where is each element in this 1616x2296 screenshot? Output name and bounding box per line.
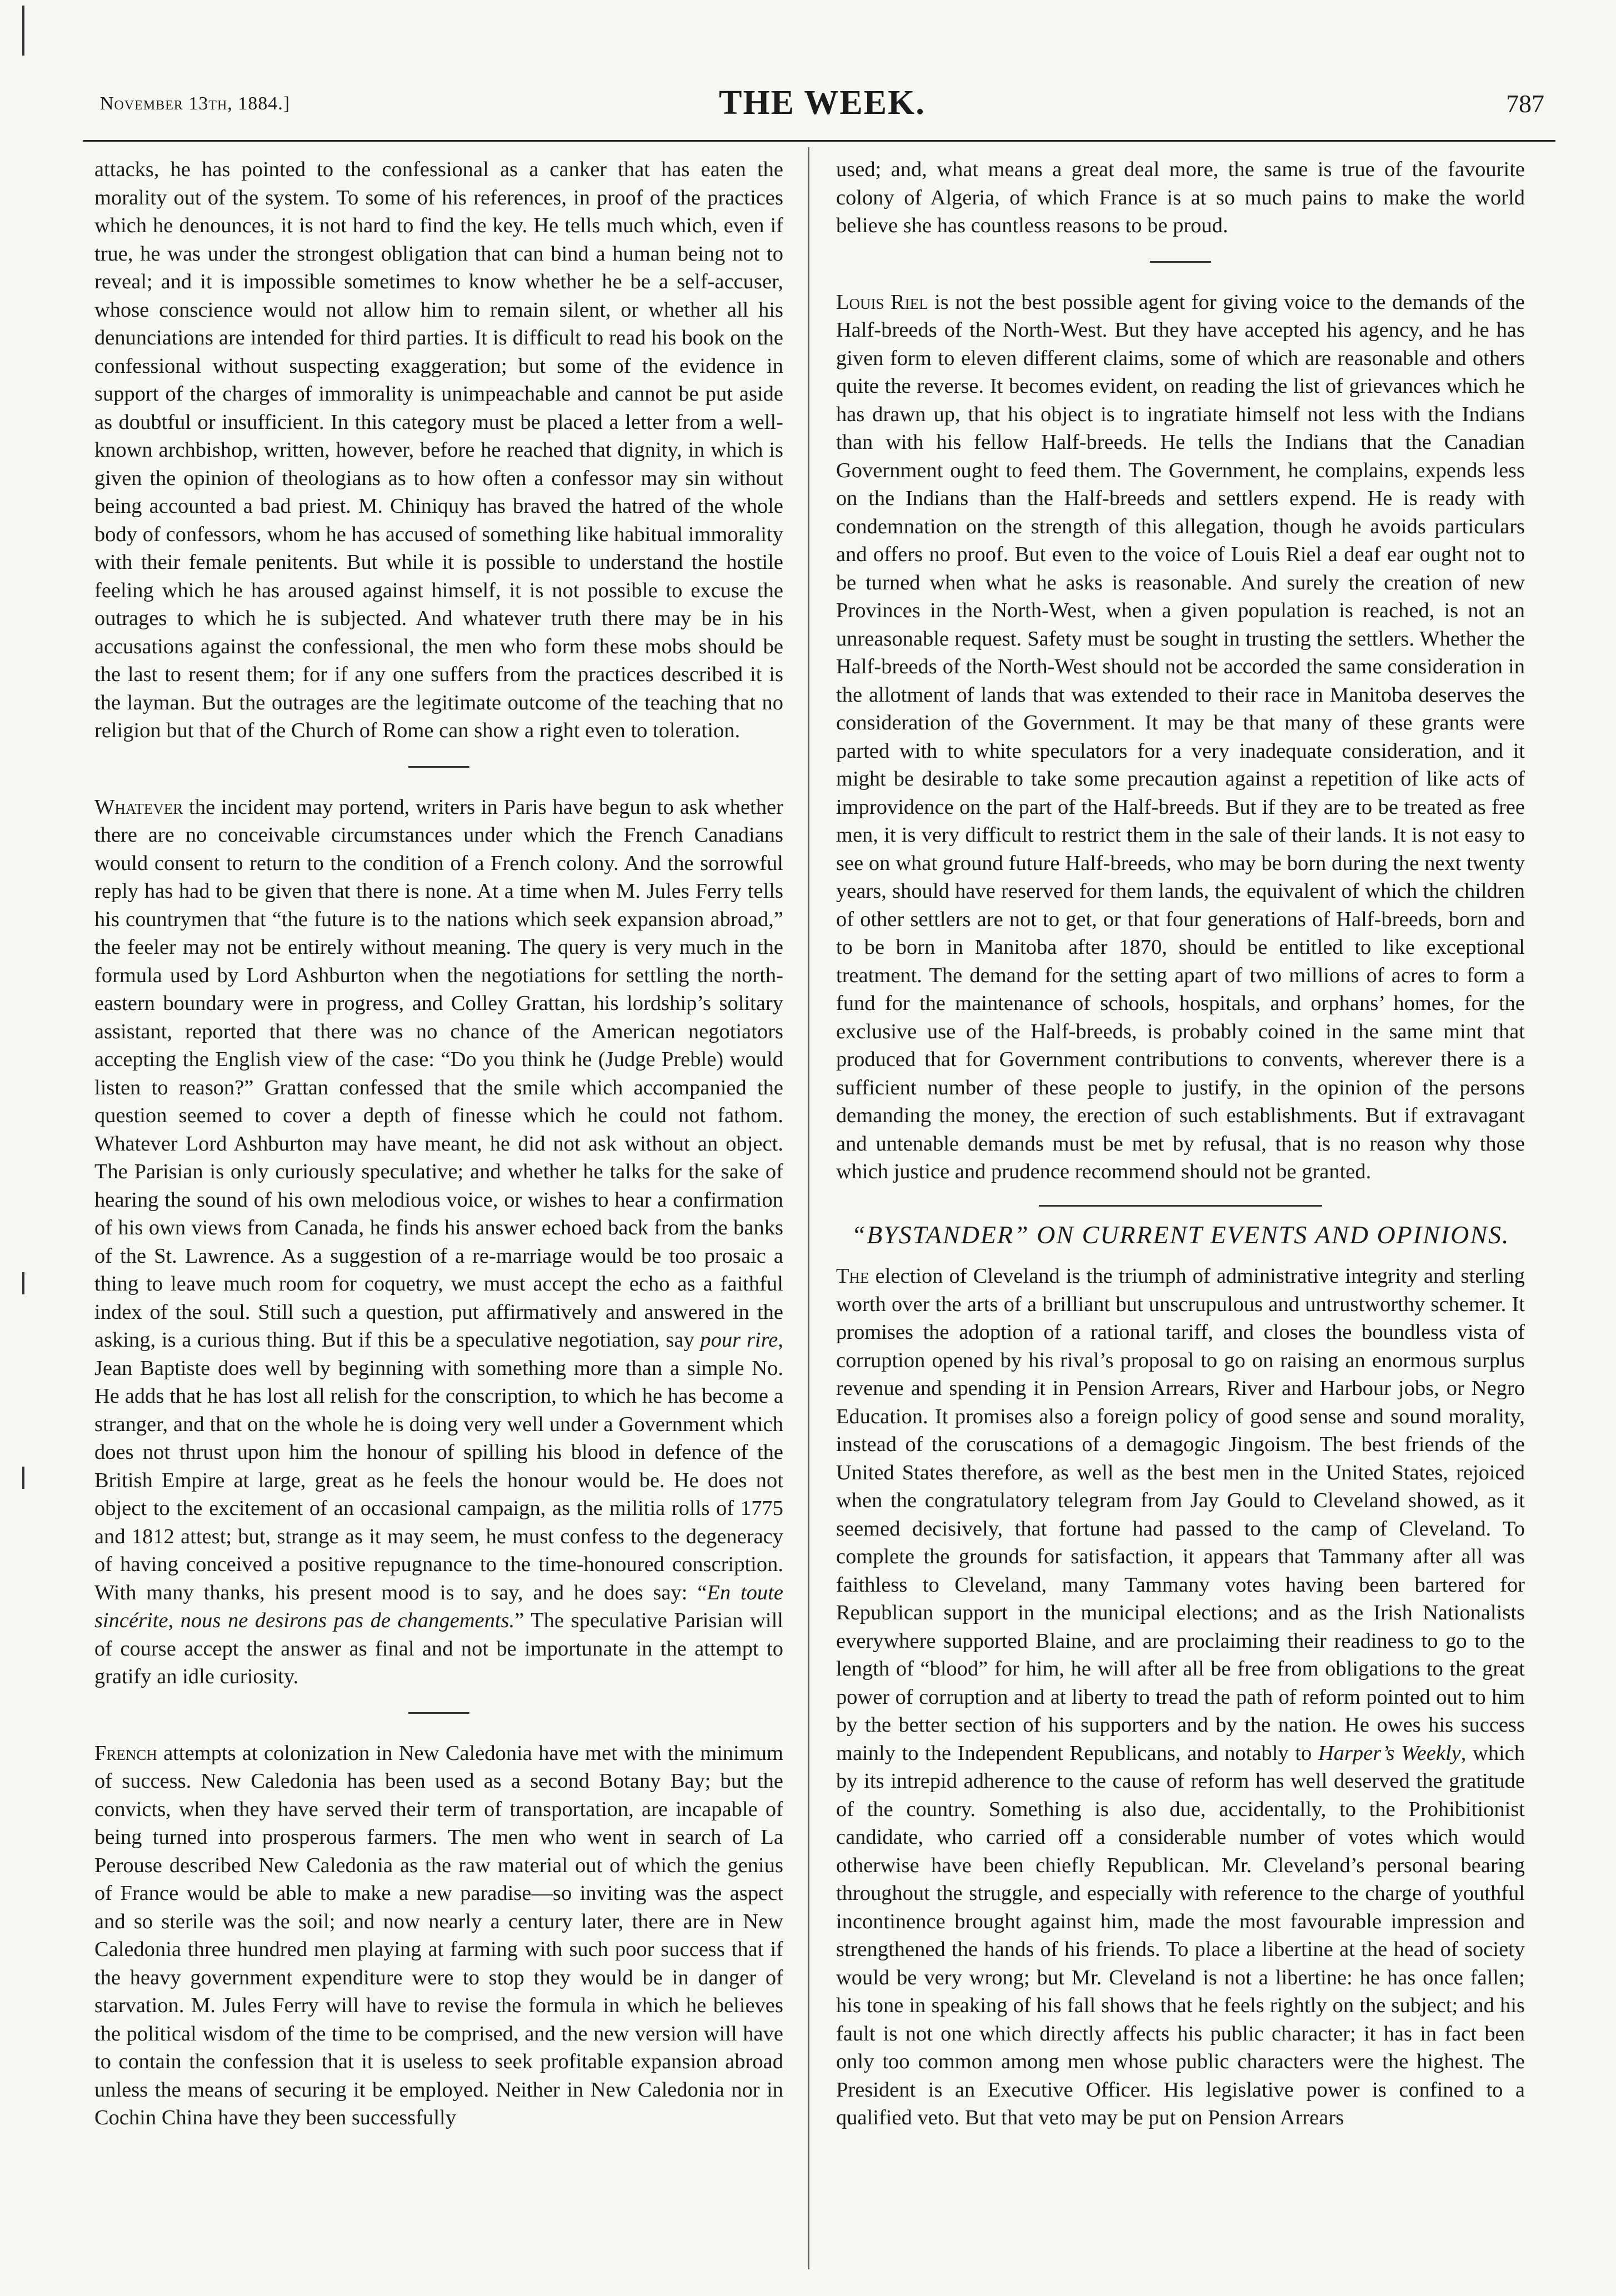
masthead-title: THE WEEK. (719, 84, 925, 122)
lead-word: French (94, 1741, 157, 1765)
paragraph-text: , Jean Baptiste does well by beginning with something more than a simple No. He adds that he has lost all relish for the conscription, to which he has become a stranger, and that on the whole he is doing very well under a Government which does not thrust upon him the honour of spilling his blood in defence of the British Empire at large, great as he feels the honour would be. He does not object to the excitement of an occasional campaign, as the militia rolls of 1775 and 1812 attest; but, strange as it may seem, he must confess to the degeneracy of having conceived a positive repugnance to the time-honoured conscription. With many thanks, his present mood is to say, and he does say: “ (94, 1328, 783, 1604)
section-separator (408, 766, 469, 768)
section-separator (1039, 1205, 1322, 1207)
article-paragraph: used; and, what means a great deal more, the same is true of the favourite colony of Algeria, of which France is at so much pains to make the world believe she has countless reasons to be proud. (836, 158, 1525, 237)
paragraph-text: attempts at colonization in New Caledonia have met with the minimum of success. New Caledonia has been used as a second Botany Bay; but the convicts, when they have served their term of transportation, are incapable of being turned into prosperous farmers. The men who went in search of La Perouse described New Caledonia as the raw material out of which the genius of France would be able to make a new paradise—so inviting was the aspect and so sterile was the soil; and now nearly a century later, there are in New Caledonia three hundred men playing at farming with such poor success that if the heavy government expenditure were to stop they would be in danger of starvation. M. Jules Ferry will have to revise the formula in which he believes the political wisdom of the time to be comprised, and the new version will have to contain the confession that it is useless to seek profitable expansion abroad unless the means of securing it be employed. Neither in New Caledonia nor in Cochin China have they been successfully (94, 1741, 783, 2129)
section-heading: “BYSTANDER” ON CURRENT EVENTS AND OPINIONS. (851, 1220, 1510, 1249)
italic-phrase: pour rire (700, 1328, 778, 1352)
page-number: 787 (1506, 89, 1544, 118)
margin-mark (22, 1467, 24, 1489)
paragraph-text: ” The speculative Parisian will of course accept the answer as final and not be importunate in the attempt to gratify an idle curiosity. (94, 1609, 783, 1688)
section-separator (408, 1712, 469, 1714)
article-paragraph (94, 793, 783, 1691)
issue-date: November 13th, 1884.] (100, 93, 291, 114)
paragraph-text: , which by its intrepid adherence to the cause of reform has well deserved the gratitude of the country. Something is also due, accidentally, to the Prohibitionist candidate, who carried off a considerable number of votes which would otherwise have been chiefly Republican. Mr. Cleveland’s personal bearing throughout the struggle, and especially with reference to the charge of youthful incontinence brought against him, made the most favourable impression and strengthened the hands of his friends. To place a libertine at the head of society would be very wrong; but Mr. Cleveland is not a libertine: he has once fallen; his tone in speaking of his fall shows that he feels rightly on the subject; and his fault is not one which directly affects his public character; it has in fact been only too common among men whose public characters were the highest. The President is an Executive Officer. His legislative power is confined to a qualified veto. But that veto may be put on Pension Arrears (836, 1741, 1525, 2129)
article-paragraph (836, 288, 1525, 1186)
column-divider (808, 147, 809, 2269)
margin-mark (22, 1272, 24, 1294)
article-paragraph (836, 1262, 1525, 2132)
left-column (94, 156, 783, 2132)
paragraph-text: the incident may portend, writers in Paris have begun to ask whether there are no conceivable circumstances under which the French Canadians would consent to return to the condition of a French colony. And the sorrowful reply has had to be given that there is none. At a time when M. Jules Ferry tells his countrymen that “the future is to the nations which seek expansion abroad,” the feeler may not be entirely without meaning. The query is very much in the formula used by Lord Ashburton when the negotiations for settling the north-eastern boundary were in progress, and Colley Grattan, his lordship’s solitary assistant, reported that there was no chance of the American negotiators accepting the English view of the case: “Do you think he (Judge Preble) would listen to reason?” Grattan confessed that the smile which accompanied the question seemed to cover a depth of finesse which he could not fathom. Whatever Lord Ashburton may have meant, he did not ask without an object. The Parisian is only curiously speculative; and whether he talks for the sake of hearing the sound of his own melodious voice, or wishes to hear a confirmation of his own views from Canada, he finds his answer echoed back from the banks of the St. Lawrence. As a suggestion of a re-marriage would be too prosaic a thing to leave much room for coquetry, we must accept the echo as a faithful index of the soul. Still such a question, put affirmatively and answered in the asking, is a curious thing. But if this be a speculative negotiation, say (94, 795, 783, 1352)
section-separator (1150, 261, 1211, 263)
page-header (100, 83, 1544, 133)
right-column (836, 156, 1525, 2132)
margin-mark (22, 6, 24, 56)
paragraph-text: is not the best possible agent for giving voice to the demands of the Half-breeds of the North-West. But they have accepted his agency, and he has given form to eleven different claims, some of which are reasonable and others quite the reverse. It becomes evident, on reading the list of grievances which he has drawn up, that his object is to ingratiate himself not less with the Indians than with his fellow Half-breeds. He tells the Indians that the Canadian Government ought to feed them. The Government, he complains, expends less on the Indians than the Half-breeds and settlers expend. He is ready with condemnation on the strength of this allegation, though he avoids particulars and offers no proof. But even to the voice of Louis Riel a deaf ear ought not to be turned when what he asks is reasonable. And surely the creation of new Provinces in the North-West, when a given population is reached, is not an unreasonable request. Safety must be sought in trusting the settlers. Whether the Half-breeds of the North-West should not be accorded the same consideration in the allotment of lands that was extended to their race in Manitoba deserves the consideration of the Government. It may be that many of these grants were parted with to white speculators for a very inadequate consideration, and it might be desirable to take some precaution against a repetition of like acts of improvidence on the part of the Half-breeds. But if they are to be treated as free men, it is very difficult to restrict them in the sale of their lands. It is not easy to see on what ground future Half-breeds, who may be born during the next twenty years, should have reserved for them lands, the equivalent of which the children of other settlers are not to get, or that four generations of Half-breeds, born and to be born in Manitoba after 1870, should be entitled to like exceptional treatment. The demand for the setting apart of two millions of acres to form a fund for the maintenance of schools, hospitals, and orphans’ homes, for the exclusive use of the Half-breeds, is probably coined in the same mint that produced that for Government contributions to convents, wherever there is a sufficient number of these people to justify, in the opinion of the persons demanding the money, the erection of such establishments. But if extravagant and untenable demands must be met by refusal, that is no reason why those which justice and prudence recommend should not be granted. (836, 290, 1525, 1183)
article-paragraph (94, 1739, 783, 2132)
italic-phrase: En toute sincérite, nous ne desirons pas de changements. (94, 1580, 784, 1632)
header-rule (83, 140, 1555, 142)
lead-word: The (836, 1264, 869, 1288)
lead-word: Louis Riel (836, 290, 928, 314)
lead-word: Whatever (94, 795, 183, 819)
article-paragraph: attacks, he has pointed to the confessional as a canker that has eaten the morality out of the system. To some of his references, in proof of the practices which he denounces, it is not hard to find the key. He tells much which, even if true, he was under the strongest obligation that can bind a human being not to reveal; and it is impossible sometimes to know whether he be a self-accuser, whose conscience would not allow him to remain silent, or whether all his denunciations are intended for third parties. It is difficult to read his book on the confessional without suspecting exaggeration; but some of the evidence in support of the charges of immorality is unimpeachable and cannot be put aside as doubtful or insufficient. In this category must be placed a letter from a well-known archbishop, written, however, before he reached that dignity, in which is given the opinion of theologians as to how often a confessor may sin without being accounted a bad priest. M. Chiniquy has braved the hatred of the whole body of confessors, whom he has accused of something like habitual immorality with their female penitents. But while it is possible to understand the hostile feeling which he has aroused against himself, it is not possible to excuse the outrages to which he is subjected. And whatever truth there may be in his accusations against the confessional, the men who form these mobs should be the last to resent them; for if any one suffers from the practices described it is the layman. But the outrages are the legitimate outcome of the teaching that no religion but that of the Church of Rome can show a right even to toleration. (94, 158, 783, 742)
paragraph-text: election of Cleveland is the triumph of administrative integrity and sterling worth over the arts of a brilliant but unscrupulous and untrustworthy schemer. It promises the adoption of a rational tariff, and closes the boundless vista of corruption opened by his rival’s proposal to go on raising an enormous surplus revenue and spending it in Pension Arrears, River and Harbour jobs, or Negro Education. It promises also a foreign policy of good sense and sound morality, instead of the coruscations of a demagogic Jingoism. The best friends of the United States therefore, as well as the best men in the United States, rejoiced when the congratulatory telegram from Jay Gould to Cleveland showed, as it seemed decisively, that fortune had passed to the camp of Cleveland. To complete the grounds for satisfaction, it appears that Tammany after all was faithless to Cleveland, many Tammany votes having been bartered for Republican support in the municipal elections; and as the Irish Nationalists everywhere supported Blaine, and are proclaiming their readiness to go to the length of “blood” for him, he will after all be free from obligations to the great power of corruption and at liberty to tread the path of reform pointed out to him by the better section of his supporters and by the nation. He owes his success mainly to the Independent Republicans, and notably to (836, 1264, 1525, 1765)
italic-phrase: Harper’s Weekly (1318, 1741, 1461, 1765)
